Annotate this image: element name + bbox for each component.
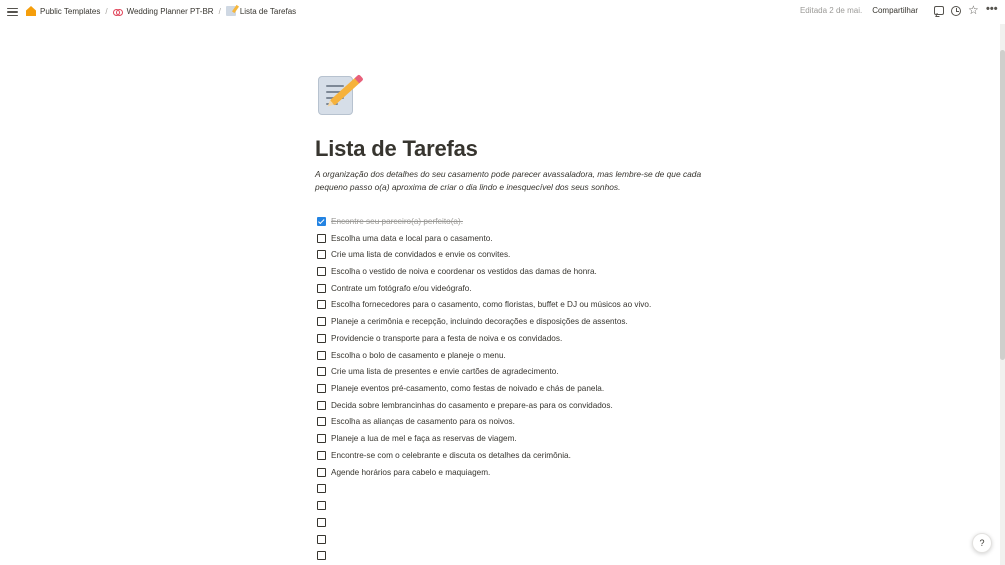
breadcrumb-label: Public Templates	[40, 6, 101, 16]
scrollbar-thumb[interactable]	[1000, 50, 1005, 360]
breadcrumb-label: Wedding Planner PT-BR	[126, 6, 214, 16]
breadcrumb-separator: /	[105, 6, 108, 16]
rings-icon	[113, 6, 123, 16]
checkbox[interactable]	[317, 267, 326, 276]
checkbox[interactable]	[317, 367, 326, 376]
scrollbar-track[interactable]	[1000, 24, 1005, 565]
checkbox[interactable]	[317, 484, 326, 493]
todo-item[interactable]	[317, 230, 737, 247]
todo-text[interactable]: Escolha uma data e local para o casamento.	[331, 233, 493, 243]
more-options-icon[interactable]: •••	[986, 3, 998, 15]
checkbox[interactable]	[317, 535, 326, 544]
todo-item[interactable]	[317, 297, 737, 314]
checkbox[interactable]	[317, 501, 326, 510]
share-button[interactable]: Compartilhar	[872, 6, 918, 15]
checkbox[interactable]	[317, 351, 326, 360]
todo-item[interactable]	[317, 363, 737, 380]
todo-text[interactable]: Escolha o vestido de noiva e coordenar os vestidos das damas de honra.	[331, 267, 597, 277]
todo-text[interactable]: Encontre seu parceiro(a) perfeito(a).	[331, 216, 463, 226]
checkbox[interactable]	[317, 401, 326, 410]
todo-text[interactable]: Planeje a cerimônia e recepção, incluindo decorações e disposições de assentos.	[331, 317, 628, 327]
todo-item[interactable]	[317, 464, 737, 481]
checkbox[interactable]	[317, 250, 326, 259]
todo-text[interactable]: Escolha fornecedores para o casamento, como floristas, buffet e DJ ou músicos ao vivo.	[331, 300, 652, 310]
checkbox-checked[interactable]	[317, 217, 326, 226]
checkbox[interactable]	[317, 284, 326, 293]
todo-text[interactable]: Providencie o transporte para a festa de noiva e os convidados.	[331, 333, 563, 343]
checkbox[interactable]	[317, 451, 326, 460]
todo-text[interactable]: Crie uma lista de convidados e envie os convites.	[331, 250, 511, 260]
top-bar	[0, 0, 1005, 24]
todo-item[interactable]	[317, 213, 737, 230]
checkbox[interactable]	[317, 384, 326, 393]
todo-item[interactable]	[317, 397, 737, 414]
comment-icon[interactable]	[934, 6, 944, 15]
todo-text[interactable]: Escolha as alianças de casamento para os noivos.	[331, 417, 515, 427]
todo-text[interactable]: Planeje eventos pré-casamento, como festas de noivado e chás de panela.	[331, 384, 605, 394]
help-button[interactable]: ?	[972, 533, 992, 553]
todo-item[interactable]	[317, 531, 737, 548]
todo-item[interactable]	[317, 263, 737, 280]
top-bar-actions	[800, 5, 997, 16]
page-title[interactable]: Lista de Tarefas	[315, 136, 478, 161]
todo-item[interactable]	[317, 347, 737, 364]
todo-text[interactable]: Decida sobre lembrancinhas do casamento e prepare-as para os convidados.	[331, 400, 613, 410]
breadcrumb-label: Lista de Tarefas	[239, 6, 297, 16]
todo-item[interactable]	[317, 330, 737, 347]
todo-item[interactable]	[317, 497, 737, 514]
todo-item[interactable]	[317, 514, 737, 531]
breadcrumb-separator: /	[218, 6, 221, 16]
todo-item[interactable]	[317, 547, 737, 564]
updates-clock-icon[interactable]	[951, 6, 961, 16]
checkbox[interactable]	[317, 317, 326, 326]
todo-text[interactable]: Contrate um fotógrafo e/ou videógrafo.	[331, 283, 472, 293]
checkbox[interactable]	[317, 434, 326, 443]
checkbox[interactable]	[317, 518, 326, 527]
todo-item[interactable]	[317, 414, 737, 431]
favorite-star-icon[interactable]: ☆	[968, 3, 979, 17]
checkbox[interactable]	[317, 468, 326, 477]
last-edited-text: Editada 2 de mai.	[799, 6, 863, 15]
todo-item[interactable]	[317, 313, 737, 330]
page-subtitle[interactable]: A organização dos detalhes do seu casamento pode parecer avassaladora, mas lembre-se de que cada pequeno passo o(a) aproxima de criar o dia lindo e inesquecível dos seus sonhos.	[315, 169, 702, 192]
todo-text[interactable]: Agende horários para cabelo e maquiagem.	[331, 467, 491, 477]
todo-text[interactable]: Encontre-se com o celebrante e discuta os detalhes da cerimônia.	[331, 450, 571, 460]
checkbox[interactable]	[317, 551, 326, 560]
todo-item[interactable]	[317, 481, 737, 498]
sidebar-menu-icon[interactable]	[7, 6, 18, 17]
breadcrumb-wedding-planner[interactable]	[111, 5, 216, 17]
breadcrumb	[24, 5, 298, 17]
todo-text[interactable]: Escolha o bolo de casamento e planeje o menu.	[331, 350, 506, 360]
todo-item[interactable]	[317, 447, 737, 464]
checkbox[interactable]	[317, 417, 326, 426]
memo-icon	[226, 6, 236, 16]
memo-pencil-icon[interactable]	[316, 74, 356, 114]
todo-text[interactable]: Crie uma lista de presentes e envie cartões de agradecimento.	[331, 367, 559, 377]
todo-item[interactable]	[317, 280, 737, 297]
todo-item[interactable]	[317, 380, 737, 397]
checkbox[interactable]	[317, 334, 326, 343]
breadcrumb-lista-de-tarefas[interactable]	[224, 5, 298, 17]
todo-list	[317, 213, 737, 564]
todo-item[interactable]	[317, 246, 737, 263]
checkbox[interactable]	[317, 300, 326, 309]
checkbox[interactable]	[317, 234, 326, 243]
todo-item[interactable]	[317, 430, 737, 447]
house-icon	[26, 6, 36, 16]
todo-text[interactable]: Planeje a lua de mel e faça as reservas de viagem.	[331, 434, 517, 444]
breadcrumb-public-templates[interactable]	[24, 5, 102, 17]
